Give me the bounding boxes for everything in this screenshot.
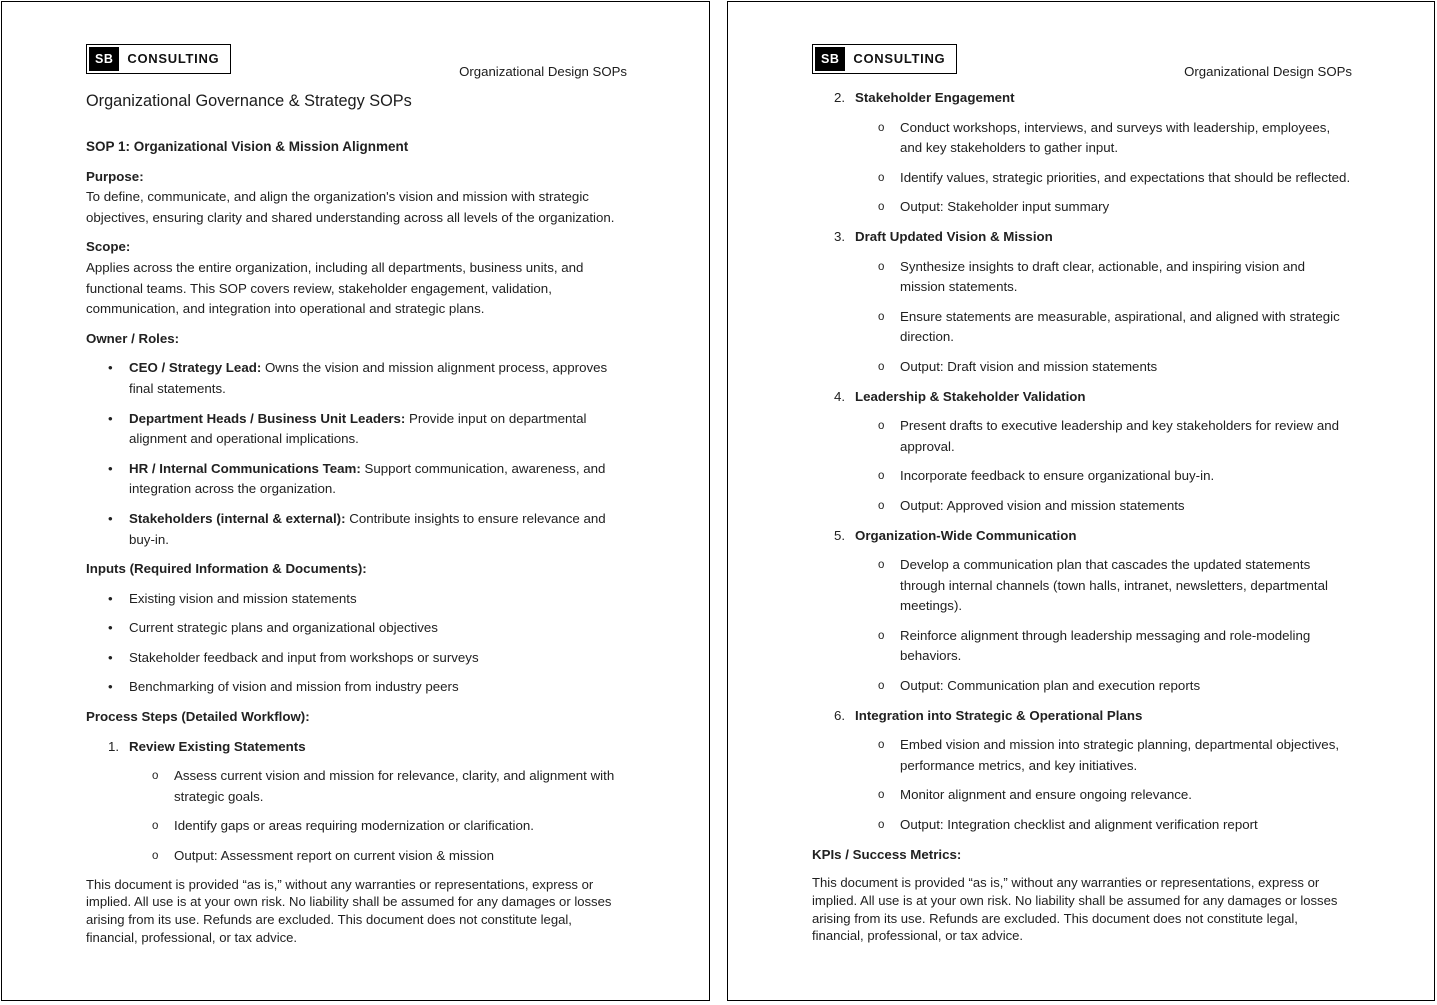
step-number: 5. [834, 527, 846, 543]
scope-text: Applies across the entire organization, including all departments, business units, and functional teams. This SOP covers review, stakeholder engagement, validation, communication, and integration into operational and strategic plans. [86, 259, 584, 317]
substep-text: Output: Communication plan and execution reports [900, 678, 1201, 694]
substep-text: Present drafts to executive leadership and key stakeholders for review and approval. [900, 418, 1340, 454]
step-item [812, 387, 1352, 408]
substep-text: Embed vision and mission into strategic planning, departmental objectives, performance metrics, and key initiatives. [900, 737, 1340, 773]
substep-text: Identify values, strategic priorities, and expectations that should be reflected. [900, 169, 1351, 185]
purpose-heading: Purpose: [86, 168, 144, 184]
roles-heading: Owner / Roles: [86, 330, 180, 346]
substep-text: Output: Integration checklist and alignment verification report [900, 817, 1258, 833]
substep-text: Output: Approved vision and mission statements [900, 497, 1185, 513]
role-text: CEO / Strategy Lead: Owns the vision and mission alignment process, approves final statements. [129, 360, 608, 396]
substep-text: Assess current vision and mission for relevance, clarity, and alignment with strategic goals. [174, 768, 615, 804]
scope-heading: Scope: [86, 239, 131, 255]
purpose-block [86, 167, 627, 229]
substep-item [812, 676, 1352, 697]
substep-item [812, 785, 1352, 806]
circle-bullet-icon: o [152, 820, 159, 833]
substep-text: Ensure statements are measurable, aspirational, and aligned with strategic direction. [900, 308, 1340, 345]
circle-bullet-icon: o [878, 629, 885, 642]
step-title: Organization-Wide Communication [855, 527, 1077, 543]
inputs-heading: Inputs (Required Information & Documents): [86, 561, 367, 577]
circle-bullet-icon: o [152, 850, 159, 863]
page-2 [727, 1, 1435, 1001]
circle-bullet-icon: o [878, 310, 885, 323]
step-number: 1. [108, 738, 120, 754]
substep-item [812, 168, 1352, 189]
circle-bullet-icon: o [878, 470, 885, 483]
substep-item [86, 816, 627, 837]
role-text: Stakeholders (internal & external): Contribute insights to ensure relevance and buy-in. [129, 510, 606, 547]
step-title: Leadership & Stakeholder Validation [855, 388, 1086, 404]
logo-brand-name: CONSULTING [853, 51, 946, 67]
role-item [86, 409, 627, 450]
kpis-heading: KPIs / Success Metrics: [812, 846, 962, 862]
step-number: 2. [834, 90, 846, 105]
step-number: 4. [834, 388, 846, 404]
bullet-icon: • [108, 620, 113, 636]
bullet-icon: • [108, 590, 113, 606]
logo-initials-badge: SB [815, 47, 845, 72]
purpose-text: To define, communicate, and align the organization's vision and mission with strategic objectives, ensuring clarity and shared understanding across all levels of the organization. [86, 189, 615, 225]
bullet-icon: • [108, 410, 113, 426]
circle-bullet-icon: o [878, 121, 885, 134]
input-text: Existing vision and mission statements [129, 590, 357, 606]
bullet-icon: • [108, 649, 113, 665]
role-item [86, 358, 627, 399]
circle-bullet-icon: o [878, 171, 885, 184]
disclaimer-text: This document is provided “as is,” without any warranties or representations, express or implied. All use is at your own risk. No liability shall be assumed for any damages or losses arising from its use. Refunds are excluded. This document does not constitute legal, financial, professional, or tax advice. [812, 875, 1338, 944]
circle-bullet-icon: o [878, 789, 885, 802]
bullet-icon: • [108, 360, 113, 376]
substep-text: Reinforce alignment through leadership messaging and role-modeling behaviors. [900, 627, 1311, 664]
role-text: Department Heads / Business Unit Leaders: Provide input on departmental alignment and operational implications. [129, 410, 587, 447]
substep-text: Output: Draft vision and mission statements [900, 358, 1158, 374]
sop-section-title: SOP 1: Organizational Vision & Mission Alignment [86, 139, 409, 154]
circle-bullet-icon: o [878, 360, 885, 373]
step-title: Review Existing Statements [129, 738, 306, 754]
step-number: 6. [834, 707, 846, 723]
substep-text: Synthesize insights to draft clear, actionable, and inspiring vision and mission statements. [900, 258, 1306, 295]
role-text: HR / Internal Communications Team: Support communication, awareness, and integration across the organization. [129, 460, 606, 497]
scope-block [86, 237, 627, 319]
bullet-icon: • [108, 460, 113, 476]
circle-bullet-icon: o [152, 770, 159, 783]
step-item [86, 737, 627, 758]
bullet-icon: • [108, 679, 113, 695]
substep-item [812, 815, 1352, 836]
substep-text: Output: Stakeholder input summary [900, 199, 1110, 215]
substep-text: Develop a communication plan that cascades the updated statements through internal channels (town halls, intranet, newsletters, departmental meetings). [900, 557, 1328, 614]
input-item [86, 677, 627, 698]
circle-bullet-icon: o [878, 739, 885, 752]
disclaimer-text: This document is provided “as is,” without any warranties or representations, express or implied. All use is at your own risk. No liability shall be assumed for any damages or losses arising from its use. Refunds are excluded. This document does not constitute legal, financial, professional, or tax advice. [86, 876, 612, 945]
substep-item [812, 307, 1352, 348]
bullet-icon: • [108, 510, 113, 526]
substep-text: Output: Assessment report on current vision & mission [174, 848, 495, 864]
page-header [812, 44, 1352, 79]
circle-bullet-icon: o [878, 819, 885, 832]
process-heading: Process Steps (Detailed Workflow): [86, 709, 310, 725]
step-title: Integration into Strategic & Operational Plans [855, 707, 1143, 723]
doc-type-label: Organizational Design SOPs [459, 64, 627, 79]
role-item [86, 459, 627, 500]
page-title: Organizational Governance & Strategy SOPs [86, 92, 412, 110]
step-title: Stakeholder Engagement [855, 90, 1015, 105]
doc-type-label: Organizational Design SOPs [1184, 64, 1352, 79]
input-text: Current strategic plans and organizational objectives [129, 620, 438, 636]
logo-brand-name: CONSULTING [127, 51, 220, 67]
input-text: Benchmarking of vision and mission from industry peers [129, 679, 459, 695]
substep-text: Incorporate feedback to ensure organizational buy-in. [900, 468, 1215, 484]
substep-item [812, 118, 1352, 159]
brand-logo [812, 44, 957, 75]
logo-initials-badge: SB [89, 47, 119, 72]
input-item [86, 618, 627, 639]
step-number: 3. [834, 228, 846, 244]
step-item [812, 227, 1352, 248]
substep-item [812, 496, 1352, 517]
role-item [86, 509, 627, 550]
circle-bullet-icon: o [878, 420, 885, 433]
circle-bullet-icon: o [878, 201, 885, 214]
substep-text: Identify gaps or areas requiring modernization or clarification. [174, 818, 534, 834]
input-item [86, 589, 627, 610]
substep-item [812, 466, 1352, 487]
step-title: Draft Updated Vision & Mission [855, 228, 1053, 244]
substep-item [86, 766, 627, 807]
substep-item [812, 626, 1352, 667]
input-item [86, 648, 627, 669]
substep-text: Monitor alignment and ensure ongoing relevance. [900, 787, 1192, 803]
step-item [812, 706, 1352, 727]
input-text: Stakeholder feedback and input from workshops or surveys [129, 649, 479, 665]
substep-item [812, 257, 1352, 298]
circle-bullet-icon: o [878, 499, 885, 512]
circle-bullet-icon: o [878, 680, 885, 693]
step-item [812, 526, 1352, 547]
substep-item [812, 735, 1352, 776]
page-1 [1, 1, 710, 1001]
page-header [86, 44, 627, 79]
brand-logo [86, 44, 231, 75]
circle-bullet-icon: o [878, 260, 885, 273]
substep-item [812, 357, 1352, 378]
step-item [812, 88, 1352, 109]
substep-item [812, 416, 1352, 457]
circle-bullet-icon: o [878, 559, 885, 572]
substep-text: Conduct workshops, interviews, and surveys with leadership, employees, and key stakeholders to gather input. [900, 119, 1331, 156]
substep-item [812, 555, 1352, 617]
substep-item [812, 197, 1352, 218]
substep-item [86, 846, 627, 867]
